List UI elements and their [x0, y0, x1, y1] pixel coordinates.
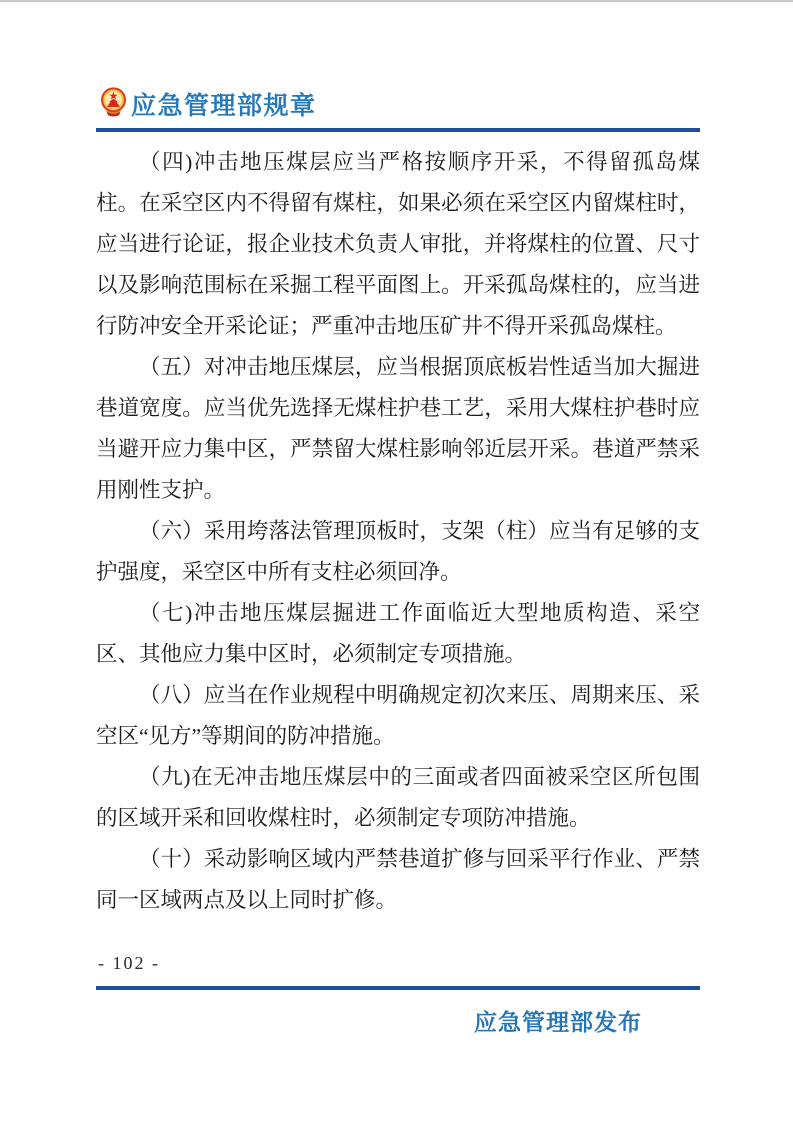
- header-divider: [96, 128, 700, 132]
- page-number: - 102 -: [98, 953, 160, 973]
- publisher-label: 应急管理部发布: [474, 1009, 642, 1035]
- body-paragraph: （七)冲击地压煤层掘进工作面临近大型地质构造、采空区、其他应力集中区时，必须制定专项措施。: [96, 601, 700, 666]
- body-paragraph: （十）采动影响区域内严禁巷道扩修与回采平行作业、严禁同一区域两点及以上同时扩修。: [96, 847, 700, 912]
- footer-divider: [96, 986, 700, 990]
- body-paragraph: （六）采用垮落法管理顶板时，支架（柱）应当有足够的支护强度，采空区中所有支柱必须回净。: [96, 519, 700, 584]
- body-paragraph: （九)在无冲击地压煤层中的三面或者四面被采空区所包围的区域开采和回收煤柱时，必须制定专项防冲措施。: [96, 765, 700, 830]
- body-paragraph: （五）对冲击地压煤层，应当根据顶底板岩性适当加大掘进巷道宽度。应当优先选择无煤柱护巷工艺，采用大煤柱护巷时应当避开应力集中区，严禁留大煤柱影响邻近层开采。巷道严禁采用刚性支护。: [96, 355, 700, 502]
- document-body: [96, 142, 700, 921]
- page-title: 应急管理部规章: [131, 92, 317, 120]
- body-paragraph: （四)冲击地压煤层应当严格按顺序开采，不得留孤岛煤柱。在采空区内不得留有煤柱，如果必须在采空区内留煤柱时，应当进行论证，报企业技术负责人审批，并将煤柱的位置、尺寸以及影响范围标在采掘工程平面图上。开采孤岛煤柱的，应当进行防冲安全开采论证；严重冲击地压矿井不得开采孤岛煤柱。: [96, 150, 700, 338]
- china-national-emblem-icon: [100, 87, 127, 118]
- body-paragraph: （八）应当在作业规程中明确规定初次来压、周期来压、采空区“见方”等期间的防冲措施。: [96, 683, 700, 748]
